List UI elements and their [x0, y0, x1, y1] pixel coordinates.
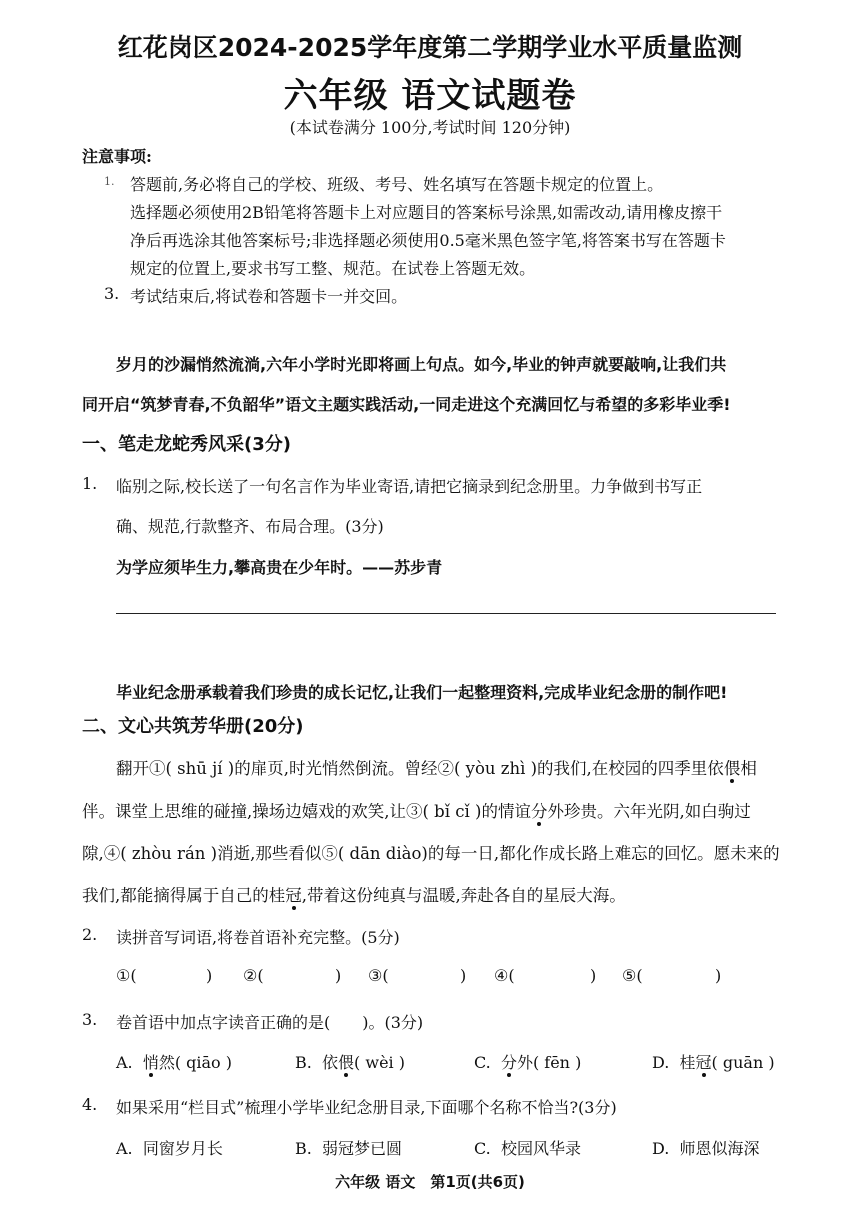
exam-header-title: 红花岗区2024-2025学年度第二学期学业水平质量监测	[117, 33, 743, 62]
q2-blank-3-close: )	[460, 966, 467, 985]
q2-blank-5-close: )	[715, 966, 722, 985]
option-label: D.	[652, 1139, 670, 1158]
q4-number: 4.	[82, 1095, 98, 1114]
dotted-char: 偎	[338, 1053, 355, 1072]
q2-blank-1-close: )	[206, 966, 213, 985]
option-post: 然( qiāo )	[158, 1053, 233, 1072]
q4-option-a[interactable]	[116, 1136, 223, 1159]
q2-blank-3-open: ③(	[368, 966, 389, 985]
q2-blank-2-close: )	[335, 966, 342, 985]
q3-option-a[interactable]	[116, 1050, 232, 1073]
option-text: 同窗岁月长	[142, 1139, 223, 1158]
notice-item3-text: 考试结束后,将试卷和答题卡一并交回。	[130, 287, 408, 306]
q4-text: 如果采用“栏目式”梳理小学毕业纪念册目录,下面哪个名称不恰当?(3分)	[116, 1098, 617, 1117]
option-pre: 依	[322, 1053, 339, 1072]
q3-option-d[interactable]	[652, 1050, 775, 1073]
option-label: C.	[474, 1053, 491, 1072]
passage-line4-text: 我们,都能摘得属于自己的桂	[82, 886, 286, 905]
dotted-char: 冠	[285, 886, 302, 905]
q2-blank-2-open: ②(	[243, 966, 264, 985]
notice-item2-line3: 规定的位置上,要求书写工整、规范。在试卷上答题无效。	[130, 259, 536, 278]
intro-line1: 岁月的沙漏悄然流淌,六年小学时光即将画上句点。如今,毕业的钟声就要敲响,让我们共	[116, 355, 727, 374]
section2-intro: 毕业纪念册承载着我们珍贵的成长记忆,让我们一起整理资料,完成毕业纪念册的制作吧!	[116, 683, 728, 702]
passage-line4-end: ,带着这份纯真与温暖,奔赴各自的星辰大海。	[301, 886, 626, 905]
passage-line4	[82, 882, 626, 906]
q1-answer-line[interactable]	[116, 613, 776, 614]
option-post: ( guān )	[711, 1053, 775, 1072]
q3-text: 卷首语中加点字读音正确的是( )。(3分)	[116, 1013, 424, 1032]
passage-line3: 隙,④( zhòu rán )消逝,那些看似⑤( dān diào)的每一日,都化作成长路上难忘的回忆。愿未来的	[82, 844, 780, 863]
q1-text-line1: 临别之际,校长送了一句名言作为毕业寄语,请把它摘录到纪念册里。力争做到书写正	[116, 477, 703, 496]
notice-item3-number: 3.	[104, 284, 120, 303]
q3-number: 3.	[82, 1010, 98, 1029]
q4-option-c[interactable]	[474, 1136, 581, 1159]
dotted-char: 偎	[723, 759, 741, 778]
option-label: C.	[474, 1139, 491, 1158]
section1-heading: 一、笔走龙蛇秀风采(3分)	[82, 434, 291, 455]
page-footer: 六年级 语文 第1页(共6页)	[335, 1173, 525, 1191]
section2-heading: 二、文心共筑芳华册(20分)	[82, 716, 304, 737]
notice-item1-text: 答题前,务必将自己的学校、班级、考号、姓名填写在答题卡规定的位置上。	[130, 175, 664, 194]
passage-line1-text: 翻开①( shū jí )的扉页,时光悄然倒流。曾经②( yòu zhì )的我们,在校园的四季里依	[116, 759, 724, 778]
dotted-char: 分	[530, 802, 548, 821]
exam-subject-title: 六年级 语文试题卷	[283, 76, 577, 116]
notice-item2-line1: 选择题必须使用2B铅笔将答题卡上对应题目的答案标号涂黑,如需改动,请用橡皮擦干	[130, 203, 723, 222]
q2-blank-1-open: ①(	[116, 966, 137, 985]
q3-option-c[interactable]	[474, 1050, 581, 1073]
option-post: ( wèi )	[354, 1053, 405, 1072]
q4-option-b[interactable]	[295, 1136, 402, 1159]
intro-line2: 同开启“筑梦青春,不负韶华”语文主题实践活动,一同走进这个充满回忆与希望的多彩毕业季!	[82, 395, 731, 414]
passage-line1	[116, 755, 757, 779]
q2-blank-4-open: ④(	[494, 966, 515, 985]
dotted-char: 悄	[142, 1053, 159, 1072]
dotted-char: 冠	[695, 1053, 712, 1072]
q2-number: 2.	[82, 925, 98, 944]
q3-option-b[interactable]	[295, 1050, 405, 1073]
option-label: A.	[116, 1053, 133, 1072]
option-label: D.	[652, 1053, 670, 1072]
q2-text: 读拼音写词语,将卷首语补充完整。(5分)	[116, 928, 400, 947]
q1-quote: 为学应须毕生力,攀高贵在少年时。——苏步青	[116, 558, 443, 577]
notice-item2-line2: 净后再选涂其他答案标号;非选择题必须使用0.5毫米黑色签字笔,将答案书写在答题卡	[130, 231, 726, 250]
q1-number: 1.	[82, 474, 98, 493]
passage-line2-end: 外珍贵。六年光阴,如白驹过	[547, 802, 751, 821]
notice-item1-number: 1.	[104, 175, 115, 188]
q1-text-line2: 确、规范,行款整齐、布局合理。(3分)	[116, 517, 384, 536]
passage-line2	[82, 798, 751, 822]
q2-blank-4-close: )	[590, 966, 597, 985]
option-label: A.	[116, 1139, 133, 1158]
option-post: 外( fēn )	[516, 1053, 582, 1072]
dotted-char: 分	[500, 1053, 517, 1072]
passage-line2-text: 伴。课堂上思维的碰撞,操场边嬉戏的欢笑,让③( bǐ cǐ )的情谊	[82, 802, 531, 821]
notice-heading: 注意事项:	[82, 147, 152, 166]
option-text: 弱冠梦已圆	[322, 1139, 403, 1158]
option-label: B.	[295, 1139, 312, 1158]
q2-blank-5-open: ⑤(	[622, 966, 643, 985]
exam-subtitle: (本试卷满分 100分,考试时间 120分钟)	[289, 118, 571, 137]
option-text: 校园风华录	[500, 1139, 581, 1158]
option-label: B.	[295, 1053, 312, 1072]
option-text: 师恩似海深	[679, 1139, 760, 1158]
option-pre: 桂	[679, 1053, 696, 1072]
passage-line1-end: 相	[740, 759, 757, 778]
q4-option-d[interactable]	[652, 1136, 760, 1159]
